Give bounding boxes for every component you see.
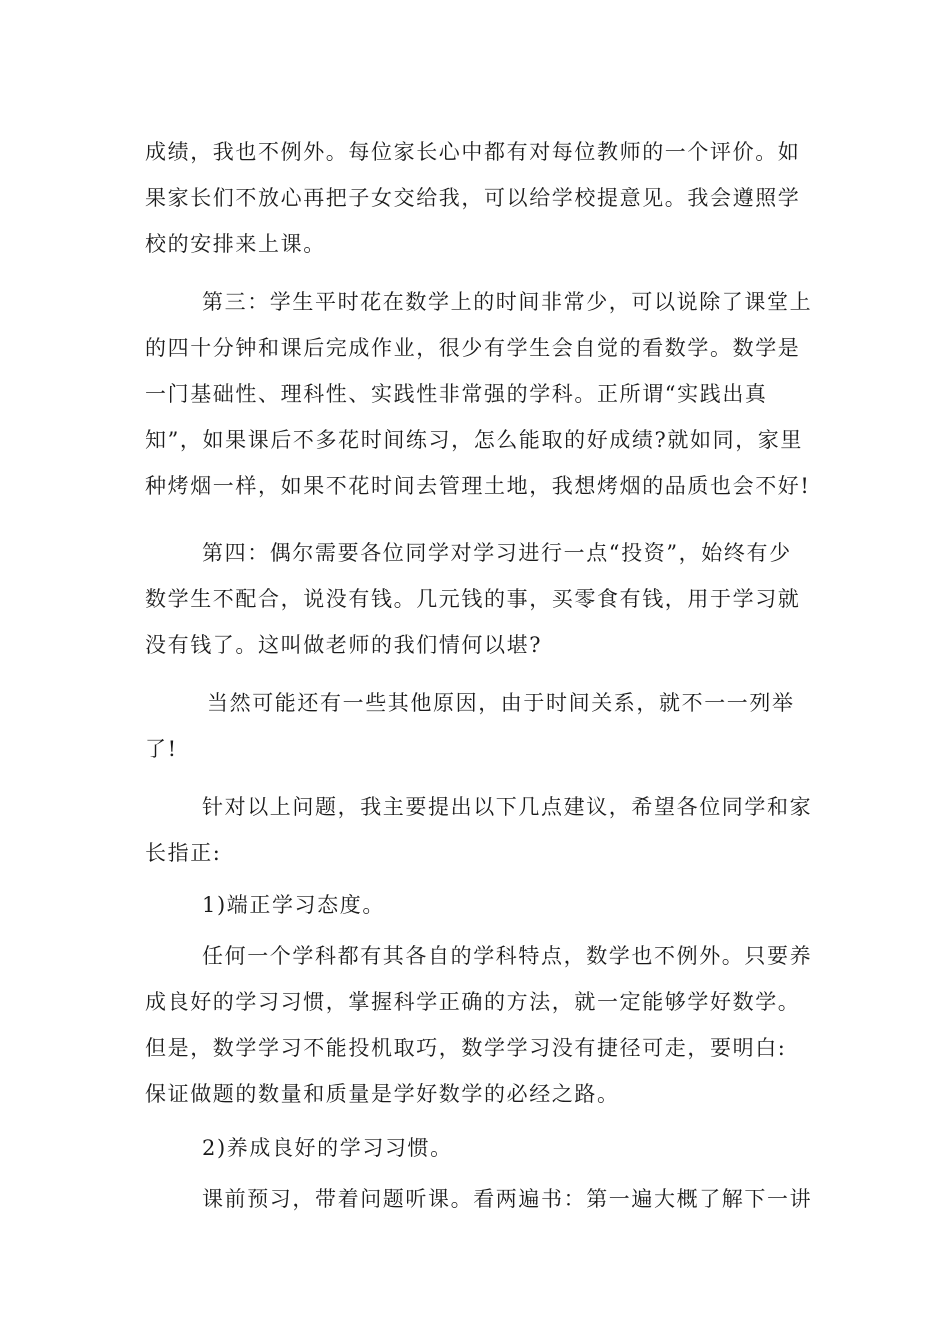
paragraph-line: 没有钱了。这叫做老师的我们情何以堪?	[145, 633, 543, 657]
list-heading: 1)端正学习态度。	[202, 893, 385, 917]
paragraph-line: 当然可能还有一些其他原因，由于时间关系，就不一一列举	[207, 691, 795, 715]
paragraph-line: 了!	[145, 737, 178, 761]
paragraph-line: 数学生不配合，说没有钱。几元钱的事，买零食有钱，用于学习就	[145, 587, 801, 611]
paragraph-line: 任何一个学科都有其各自的学科特点，数学也不例外。只要养	[202, 944, 813, 968]
paragraph-line: 种烤烟一样，如果不花时间去管理土地，我想烤烟的品质也会不好!	[145, 474, 810, 498]
paragraph-line: 校的安排来上课。	[145, 232, 326, 256]
paragraph-line: 第三：学生平时花在数学上的时间非常少，可以说除了课堂上	[202, 290, 813, 314]
paragraph-line: 但是，数学学习不能投机取巧，数学学习没有捷径可走，要明白:	[145, 1036, 787, 1060]
paragraph-line: 成良好的学习习惯，掌握科学正确的方法，就一定能够学好数学。	[145, 990, 801, 1014]
list-heading: 2)养成良好的学习习惯。	[202, 1136, 453, 1160]
paragraph-line: 课前预习，带着问题听课。看两遍书：第一遍大概了解下一讲	[202, 1187, 813, 1211]
paragraph-line: 保证做题的数量和质量是学好数学的必经之路。	[145, 1082, 620, 1106]
paragraph-line: 长指正:	[145, 841, 222, 865]
paragraph-line: 的四十分钟和课后完成作业，很少有学生会自觉的看数学。数学是	[145, 336, 801, 360]
paragraph-line: 第四：偶尔需要各位同学对学习进行一点“投资”，始终有少	[202, 541, 792, 565]
paragraph-line: 成绩，我也不例外。每位家长心中都有对每位教师的一个评价。如	[145, 140, 801, 164]
paragraph-line: 知”，如果课后不多花时间练习，怎么能取的好成绩?就如同，家里	[145, 428, 803, 452]
paragraph-line: 果家长们不放心再把子女交给我，可以给学校提意见。我会遵照学	[145, 186, 801, 210]
paragraph-line: 针对以上问题，我主要提出以下几点建议，希望各位同学和家	[202, 795, 813, 819]
paragraph-line: 一门基础性、理科性、实践性非常强的学科。正所谓“实践出真	[145, 382, 768, 406]
